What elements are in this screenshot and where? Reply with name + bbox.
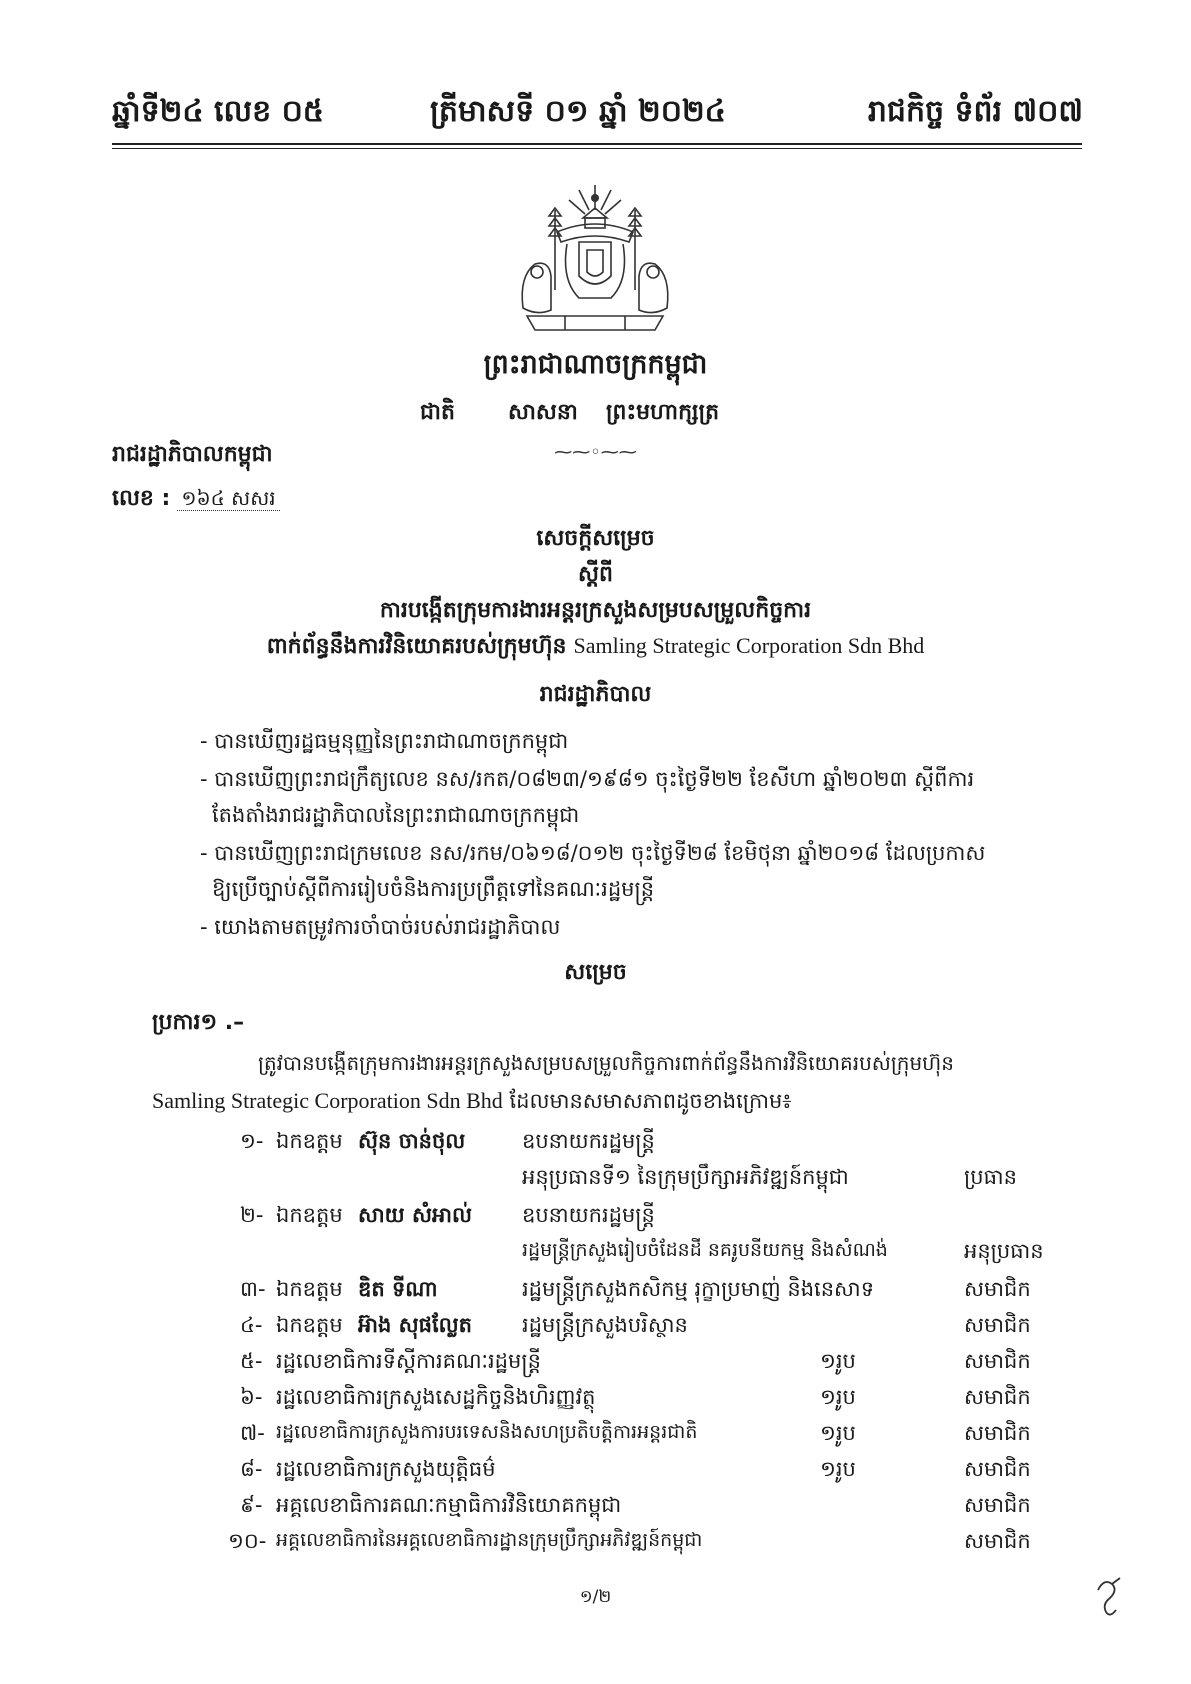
page-number: ១/២ <box>579 1587 612 1607</box>
subject-line2-kh: ពាក់ព័ន្ធនឹងការវិនិយោគរបស់ក្រុមហ៊ុន <box>266 634 567 659</box>
member-number: ៦- <box>240 1385 263 1409</box>
preamble-line: តែងតាំងរាជរដ្ឋាភិបាលនៃព្រះរាជាណាចក្រកម្ពុជា <box>212 803 580 827</box>
preamble-line: - បានឃើញព្រះរាជក្រឹត្យលេខ នស/រកត/០៨២៣/១៩៨១ ចុះថ្ងៃទី២២ ខែសីហា ឆ្នាំ២០២៣ ស្តីពីការ <box>200 767 975 791</box>
kingdom-title: ព្រះរាជាណាចក្រកម្ពុជា <box>483 349 708 380</box>
motto-nation: ជាតិ <box>420 400 455 425</box>
member-title: ឯកឧត្តម <box>276 1277 343 1301</box>
member-number: ៨- <box>240 1457 263 1481</box>
member-name: អ៊ាង សុផល្លែត <box>358 1313 472 1337</box>
header-rule-top <box>112 143 1082 145</box>
motto-king: ព្រះមហាក្សត្រ <box>606 400 720 425</box>
member-role: សមាជិក <box>964 1493 1031 1517</box>
issuer-name: រាជរដ្ឋាភិបាលកម្ពុជា <box>112 442 273 467</box>
header-rule-bottom <box>112 148 1082 149</box>
member-number: ៤- <box>240 1313 263 1337</box>
member-role: សមាជិក <box>964 1313 1031 1337</box>
member-count: ១រូប <box>820 1385 856 1409</box>
gazette-quarter: ត្រីមាសទី ០១ ឆ្នាំ ២០២៤ <box>430 94 726 129</box>
member-position: រដ្ឋលេខាធិការទីស្តីការគណៈរដ្ឋមន្ត្រី <box>276 1349 541 1373</box>
member-position: រដ្ឋមន្ត្រីក្រសួងកសិកម្ម រុក្ខាប្រមាញ់ និងនេសាទ <box>522 1277 875 1301</box>
decision-title: សេចក្តីសម្រេច <box>536 526 655 551</box>
decides-heading: សម្រេច <box>564 960 627 985</box>
number-value: ១៦៤ សសរ <box>177 486 279 511</box>
member-name: សាយ សំអាល់ <box>358 1203 472 1227</box>
preamble-line: - យោងតាមតម្រូវការចាំបាច់របស់រាជរដ្ឋាភិបាល <box>200 915 561 939</box>
decision-on: ស្តីពី <box>578 562 613 587</box>
article1-body-line2 <box>152 1088 792 1119</box>
member-position-detail: រដ្ឋមន្ត្រីក្រសួងរៀបចំដែនដី នគរូបនីយកម្ម និងសំណង់ <box>522 1239 888 1261</box>
member-position: រដ្ឋលេខាធិការក្រសួងការបរទេសនិងសហប្រតិបត្តិការអន្តរជាតិ <box>276 1421 698 1443</box>
decision-subject-line2 <box>0 632 1191 664</box>
member-count: ១រូប <box>820 1349 856 1373</box>
member-position: អគ្គលេខាធិការនៃអគ្គលេខាធិការដ្ឋានក្រុមប្រឹក្សាអភិវឌ្ឍន៍កម្ពុជា <box>276 1529 703 1551</box>
member-title: ឯកឧត្តម <box>276 1203 343 1227</box>
ornament-divider: ⁓⁓◦⁓⁓ <box>554 442 637 463</box>
number-label: លេខ : <box>112 486 171 511</box>
member-number: ៥- <box>240 1349 263 1373</box>
member-position: ឧបនាយករដ្ឋមន្ត្រី <box>522 1203 655 1227</box>
member-position: ឧបនាយករដ្ឋមន្ត្រី <box>522 1129 655 1153</box>
member-number: ៩- <box>240 1493 263 1517</box>
motto-religion: សាសនា <box>508 400 578 425</box>
issuer-number <box>112 484 280 516</box>
member-number: ២- <box>240 1203 264 1227</box>
member-position-detail: អនុប្រធានទី១ នៃក្រុមប្រឹក្សាអភិវឌ្ឍន៍កម្ពុជា <box>522 1165 849 1189</box>
preamble-line: - បានឃើញព្រះរាជក្រមលេខ នស/រកម/០៦១៨/០១២ ចុះថ្ងៃទី២៨ ខែមិថុនា ឆ្នាំ២០១៨ ដែលប្រកាស <box>200 841 986 865</box>
gazette-page: រាជកិច្ច ទំព័រ ៧០៧ <box>867 94 1083 129</box>
member-role: សមាជិក <box>964 1421 1031 1445</box>
member-title: ឯកឧត្តម <box>276 1129 343 1153</box>
member-number: ១- <box>240 1129 264 1153</box>
member-number: ៣- <box>240 1277 266 1301</box>
member-title: ឯកឧត្តម <box>276 1313 343 1337</box>
member-name: ស៊ុន ចាន់ថុល <box>358 1129 466 1153</box>
royal-coat-of-arms-icon <box>505 180 685 340</box>
member-number: ១០- <box>228 1529 267 1553</box>
member-role: សមាជិក <box>964 1457 1031 1481</box>
member-role: ប្រធាន <box>964 1165 1017 1189</box>
member-count: ១រូប <box>820 1457 856 1481</box>
member-position: រដ្ឋលេខាធិការក្រសួងសេដ្ឋកិច្ចនិងហិរញ្ញវត្ថុ <box>276 1385 596 1409</box>
member-role: សមាជិក <box>964 1277 1031 1301</box>
article1-body-line1: ត្រូវបានបង្កើតក្រុមការងារអន្តរក្រសួងសម្របសម្រួលកិច្ចការពាក់ព័ន្ធនឹងការវិនិយោគរបស់ក្រុមហ៊ុន <box>258 1051 954 1075</box>
article1-company: Samling Strategic Corporation Sdn Bhd <box>152 1088 503 1113</box>
member-count: ១រូប <box>820 1421 856 1445</box>
member-role: សមាជិក <box>964 1385 1031 1409</box>
member-position: រដ្ឋមន្ត្រីក្រសួងបរិស្ថាន <box>522 1313 688 1337</box>
member-role: សមាជិក <box>964 1349 1031 1373</box>
member-position: អគ្គលេខាធិការគណៈកម្មាធិការវិនិយោគកម្ពុជា <box>276 1493 622 1517</box>
initials-signature-icon <box>1090 1572 1130 1622</box>
gazette-issue: ឆ្នាំទី២៤ លេខ ០៥ <box>112 94 325 129</box>
issuing-body: រាជរដ្ឋាភិបាល <box>539 682 652 707</box>
member-role: អនុប្រធាន <box>964 1239 1044 1263</box>
member-role: សមាជិក <box>964 1529 1031 1553</box>
company-name: Samling Strategic Corporation Sdn Bhd <box>573 633 925 658</box>
member-position: រដ្ឋលេខាធិការក្រសួងយុត្តិធម៌ <box>276 1457 496 1481</box>
article1-composition: ដែលមានសមាសភាពដូចខាងក្រោម៖ <box>509 1089 792 1113</box>
member-number: ៧- <box>240 1421 265 1445</box>
decision-subject-line1: ការបង្កើតក្រុមការងារអន្តរក្រសួងសម្របសម្រួលកិច្ចការ <box>379 598 812 623</box>
article1-label: ប្រការ១ .– <box>152 1010 245 1035</box>
preamble-line: ឱ្យប្រើច្បាប់ស្តីពីការរៀបចំនិងការប្រព្រឹត្តទៅនៃគណៈរដ្ឋមន្ត្រី <box>212 877 655 901</box>
member-name: ឌិត ទីណា <box>358 1277 438 1301</box>
preamble-line: - បានឃើញរដ្ឋធម្មនុញ្ញនៃព្រះរាជាណាចក្រកម្ពុជា <box>200 729 569 753</box>
